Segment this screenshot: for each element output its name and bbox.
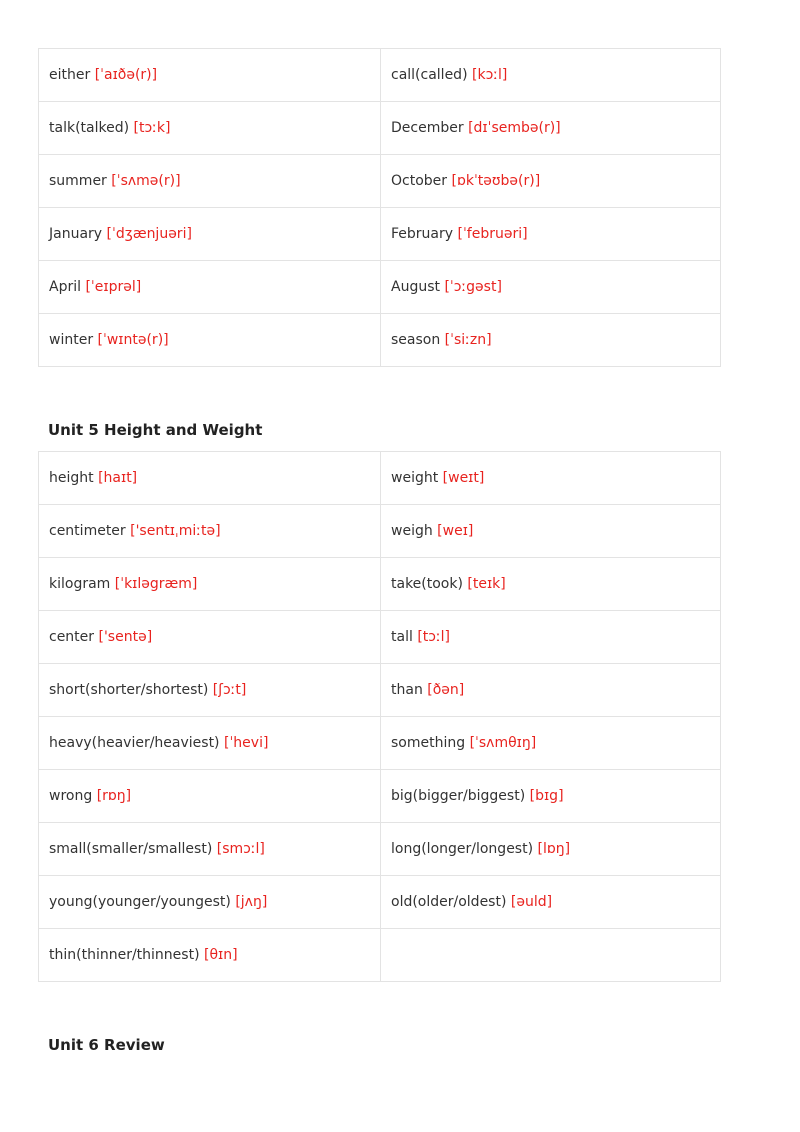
vocab-word: weight — [391, 470, 439, 486]
vocab-word: old(older/oldest) — [391, 894, 507, 910]
vocab-word: young(younger/youngest) — [49, 894, 231, 910]
vocab-word: weigh — [391, 523, 433, 539]
vocab-cell — [39, 823, 381, 876]
vocab-word: heavy(heavier/heaviest) — [49, 735, 220, 751]
vocab-word: big(bigger/biggest) — [391, 788, 526, 804]
vocab-phonetic: [weɪt] — [442, 470, 485, 486]
vocab-cell — [381, 155, 721, 208]
vocab-phonetic: [ˈwɪntə(r)] — [97, 332, 169, 348]
vocab-word: tall — [391, 629, 413, 645]
table-row — [39, 452, 721, 505]
vocabulary-table-height-weight — [38, 451, 721, 982]
vocab-phonetic: [əuld] — [510, 894, 553, 910]
vocab-phonetic: ['sentɪˌmiːtə] — [130, 523, 221, 539]
vocab-cell — [381, 505, 721, 558]
vocab-phonetic: [jʌŋ] — [235, 894, 268, 910]
vocab-cell — [39, 452, 381, 505]
vocab-cell — [381, 717, 721, 770]
vocab-cell — [39, 558, 381, 611]
vocab-word: August — [391, 279, 440, 295]
unit-6-heading: Unit 6 Review — [48, 1036, 165, 1054]
table-row — [39, 770, 721, 823]
vocab-cell — [381, 611, 721, 664]
empty-cell — [381, 929, 721, 982]
vocab-cell — [381, 876, 721, 929]
vocab-phonetic: [ˈdʒænjuəri] — [106, 226, 192, 242]
vocabulary-table-seasons — [38, 48, 721, 367]
table-row — [39, 611, 721, 664]
vocab-phonetic: [ˈɔːgəst] — [444, 279, 502, 295]
vocab-word: January — [49, 226, 103, 242]
vocab-cell — [39, 505, 381, 558]
vocab-word: than — [391, 682, 423, 698]
vocab-phonetic: [haɪt] — [98, 470, 138, 486]
vocab-cell — [39, 876, 381, 929]
vocab-word: something — [391, 735, 466, 751]
vocab-cell — [381, 102, 721, 155]
vocab-phonetic: ['sentə] — [98, 629, 153, 645]
vocab-cell — [381, 664, 721, 717]
vocab-phonetic: [weɪ] — [437, 523, 474, 539]
table-row — [39, 823, 721, 876]
vocab-word: December — [391, 120, 464, 136]
vocab-phonetic: [tɔːl] — [417, 629, 451, 645]
vocab-word: wrong — [49, 788, 93, 804]
vocab-cell — [39, 770, 381, 823]
vocab-word: April — [49, 279, 81, 295]
table-row — [39, 208, 721, 261]
table-row — [39, 49, 721, 102]
vocab-cell — [381, 314, 721, 367]
vocab-cell — [39, 314, 381, 367]
table-row — [39, 155, 721, 208]
vocab-phonetic: [ˈsiːzn] — [444, 332, 492, 348]
vocab-phonetic: [ðən] — [427, 682, 465, 698]
vocab-phonetic: [smɔːl] — [216, 841, 265, 857]
vocab-phonetic: [rɒŋ] — [96, 788, 132, 804]
vocab-cell — [39, 929, 381, 982]
vocab-word: small(smaller/smallest) — [49, 841, 213, 857]
table-row — [39, 558, 721, 611]
table-row — [39, 929, 721, 982]
vocab-word: thin(thinner/thinnest) — [49, 947, 200, 963]
vocab-phonetic: [ʃɔːt] — [212, 682, 247, 698]
vocab-phonetic: [bɪg] — [529, 788, 564, 804]
vocab-cell — [39, 49, 381, 102]
vocab-word: centimeter — [49, 523, 126, 539]
vocab-phonetic: [ˈsʌmə(r)] — [111, 173, 181, 189]
vocab-cell — [39, 611, 381, 664]
vocab-cell — [381, 261, 721, 314]
vocab-cell — [39, 717, 381, 770]
table-row — [39, 314, 721, 367]
table-row — [39, 664, 721, 717]
vocab-phonetic: [dɪˈsembə(r)] — [468, 120, 561, 136]
vocab-cell — [39, 155, 381, 208]
vocab-cell — [39, 208, 381, 261]
unit-5-heading: Unit 5 Height and Weight — [48, 421, 263, 439]
vocab-word: height — [49, 470, 94, 486]
vocab-cell — [381, 558, 721, 611]
vocab-phonetic: [ˈeɪprəl] — [85, 279, 142, 295]
table-row — [39, 102, 721, 155]
vocab-cell — [381, 823, 721, 876]
vocab-phonetic: [θɪn] — [203, 947, 238, 963]
vocab-cell — [381, 770, 721, 823]
vocab-word: October — [391, 173, 448, 189]
vocab-word: short(shorter/shortest) — [49, 682, 209, 698]
vocab-word: talk(talked) — [49, 120, 130, 136]
vocab-word: summer — [49, 173, 107, 189]
vocab-phonetic: [ˈfebruəri] — [457, 226, 528, 242]
vocab-word: long(longer/longest) — [391, 841, 534, 857]
table-row — [39, 717, 721, 770]
vocab-cell — [39, 102, 381, 155]
table-row — [39, 261, 721, 314]
vocab-phonetic: [ˈaɪðə(r)] — [94, 67, 158, 83]
vocab-phonetic: [ˈkɪləgræm] — [114, 576, 198, 592]
vocab-cell — [39, 261, 381, 314]
vocab-word: take(took) — [391, 576, 463, 592]
vocab-word: winter — [49, 332, 94, 348]
vocab-word: kilogram — [49, 576, 111, 592]
vocab-phonetic: [teɪk] — [467, 576, 506, 592]
vocab-phonetic: [ˈhevi] — [223, 735, 269, 751]
vocab-word: February — [391, 226, 454, 242]
table-row — [39, 505, 721, 558]
vocab-phonetic: [ˈsʌmθɪŋ] — [469, 735, 537, 751]
vocab-word: season — [391, 332, 441, 348]
vocab-word: call(called) — [391, 67, 468, 83]
vocab-phonetic: [ɒkˈtəʊbə(r)] — [451, 173, 541, 189]
vocab-cell — [381, 49, 721, 102]
vocab-word: center — [49, 629, 95, 645]
vocab-cell — [39, 664, 381, 717]
vocab-word: either — [49, 67, 91, 83]
vocab-phonetic: [tɔːk] — [133, 120, 171, 136]
table-row — [39, 876, 721, 929]
vocab-cell — [381, 208, 721, 261]
vocab-phonetic: [lɒŋ] — [537, 841, 571, 857]
vocab-phonetic: [kɔːl] — [472, 67, 508, 83]
vocab-cell — [381, 452, 721, 505]
